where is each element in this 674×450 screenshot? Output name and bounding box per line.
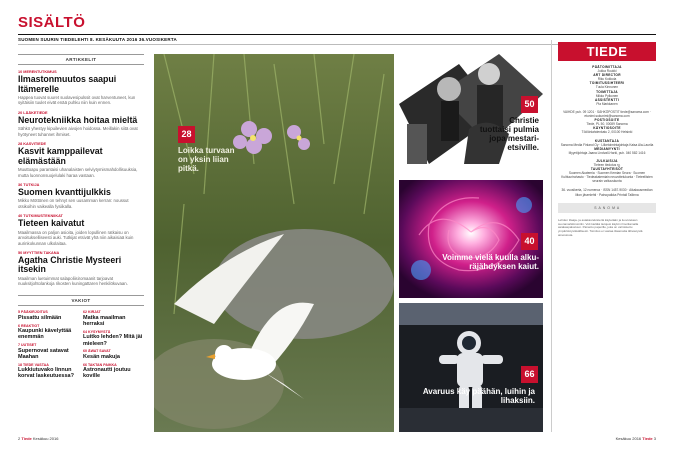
masthead-small-print: Lehden tilaaja- ja asiakasrekisteriä käytetään ja luovutetaan suoramarkkinointiin. Voit kieltää tietojesi käytön ilmoittamalla asiakaspalveluun. Painettu paperille, joka on valmistettu ympäristöystävällisesti. Toimitus ei vastaa tilaamatta lähetetystä aineistosta. [558,217,643,238]
vakiot-entry[interactable] [83,349,144,360]
vakiot-entry[interactable] [83,330,144,347]
photo-caption: Loikka turvaan on yksin liian pitkä. [178,146,235,173]
vakiot-kicker: 18 TIEDE VASTAA [18,362,49,367]
masthead-heading: KÄYNTIOSOITE [593,126,621,131]
vakiot-column-right [83,308,144,380]
masthead-text: Mikko Pylkonen [595,93,619,98]
page-title: SISÄLTÖ [18,14,86,31]
article-entry[interactable] [18,70,144,106]
article-description: Sähkö yhestyy kipuilevien aivojen hoidossa. Meillakin siitä ovat hyötyneet tuhannet ihmiset. [18,126,138,137]
masthead-heading: KUSTANTAJA [594,138,620,143]
footer-page-number: 2 [18,436,21,441]
vakiot-kicker: 60 ÄWAT SAVAT [83,349,111,354]
photo-astronaut[interactable] [399,303,543,432]
masthead-heading: PÄÄTOIMITTAJA [592,65,622,69]
masthead-text: Suomen Akatemia · Suomen Kemian Seura · Suomen Kulttuurirahasto · Tiedeakatemiain neuvottelukunta · Tieteellisten seurain valtuuskunta [561,171,653,184]
footer-brand: Tiede [642,436,653,441]
christie-illustration [399,54,543,176]
masthead-text: Tieteen tiedotus ry. [593,162,621,167]
vakiot-entry[interactable] [18,343,79,360]
masthead-heading: TOIMITUSSIHTEERI [589,81,625,86]
vakiot-entry[interactable] [83,363,144,380]
article-headline: Agatha Christie Mysteeri itsekin [18,254,122,275]
vakiot-headline: Luitko lehden? Mitä jäi mieleen? [83,334,143,347]
masthead-text: Tiede, PL 50, 00089 Sanoma [586,122,628,127]
vakiot-entry[interactable] [18,324,79,341]
vakiot-headline: Matka maailman herraksi [83,314,126,328]
sanoma-bar: S A N O M A [558,203,656,213]
header-subline: SUOMEN SUURIN TIEDELEHTI 8. KESÄKUUTA 2016 36.VUOSIKERTA [18,37,177,42]
article-headline: Kasvit kamppailevat elämästään [18,146,103,166]
vakiot-kicker: 66 TAKTAN PAIKKA [83,362,117,367]
tiede-logo: TIEDE [558,42,656,61]
vakiot-entry[interactable] [18,363,79,380]
footer-page-number: 3 [653,436,656,441]
flowers-bird-illustration [154,54,394,432]
article-kicker: 28 KASVITIEDE [18,142,47,147]
vakiot-entry[interactable] [83,310,144,327]
photo-page-number: 28 [178,126,195,143]
photo-page-number: 66 [521,366,538,383]
article-kicker: 40 TUTKIMUSTEKNIIKAT [18,214,63,219]
vakiot-column-left [18,308,79,380]
footer-left [18,436,58,441]
masthead-issn: 36. vuosikerta, 12 numeroa · ISSN 1457-9030 · Aikakausmedian liiton jäsenlehti · Painopaikka Printall Tallinna [561,188,653,197]
article-headline: Neurotekniikka hoitaa mieltä [18,114,138,125]
vakiot-kicker: 7 UUTISET [18,343,37,348]
article-description: Maailmassa on paljon asioita, joiden lopullinen ratkaisu on arvoitukselliseesti auki. Tutkijat etsivät yhä niin aikaisiaä kuin aurinkokunnan ulkolaitaa. [18,229,134,246]
vakiot-headline: Astronautti joutuu koville [83,367,131,380]
photo-page-number: 40 [521,233,538,250]
vakiot-kicker: 6 REAKTIOT [18,323,40,328]
article-kicker: 20 LÄÄKETIEDE [18,110,48,115]
article-entry[interactable] [18,214,144,246]
vakiot-list [18,308,144,380]
article-entry[interactable] [18,183,144,209]
masthead-heading: TOIMITTAJA [596,89,618,94]
masthead-text: Jukka Ruukki [597,69,617,74]
article-description: Happea tuovat suuret suolavesipulssit ovat harventuneet, kun syitäisiin tuulet eivät enää puhku niin kuin ennen. [18,95,136,106]
header-rule [18,34,656,35]
vakiot-entry[interactable] [18,310,79,321]
vakiot-kicker: 62 KIRJAT [83,310,101,315]
vakiot-kicker: 5 PÄÄKIRJOITUS [18,310,48,315]
article-entry[interactable] [18,251,144,287]
masthead-text: Sanoma Media Finland Oy · Liiketoimintajohtaja Kaisa Ala-Laurila [560,142,654,147]
footer-issue: Kesäkuu 2016 [615,436,642,441]
footer-brand: Tiede [21,436,32,441]
masthead-heading: ART DIRECTOR [593,73,621,78]
vakiot-kicker: 64 KYSYMYSTÄ [83,329,111,334]
masthead-text: Töölönlahdenkatu 2, 00100 Helsinki [581,130,633,135]
masthead-text: Pia Markkanen [596,101,618,106]
vakiot-headline: Lukkiutuvako linnun korvat laskeutuessa? [18,367,74,380]
article-kicker: 50 MYYTTIEN TAKANA [18,250,60,255]
article-description: Mikko Möttönen on tehnyt sen uusamman kerran: noussut otsikoihin vaikealla fysiikalla. [18,198,129,209]
vakiot-headline: Pissattu silmään [18,314,62,321]
masthead-heading: JULKAISIJA [596,158,618,163]
photo-caption: Avaruus käy päähän, luihin ja lihaksiin. [422,387,535,405]
footer-issue: Kesäkuu 2016 [32,436,59,441]
article-kicker: 10 MERENTUTKIMUS [18,70,57,74]
masthead-text: Tuula Kinnunen [595,85,619,90]
article-headline: Suomen kvanttijulkkis [18,186,111,197]
photo-caption: Voimme vielä kuulla alku-räjähdyksen kaiut. [442,253,539,271]
masthead-text: Myyntijohtaja Jaana Lindvall-Harki, puh. 040 582 1416 [568,150,646,155]
photo-christie[interactable] [399,54,543,176]
article-entry[interactable] [18,111,144,137]
section-label-vakiot: VAKIOT [18,295,144,306]
article-headline: Tieteen kaivatut [18,218,85,229]
masthead-contact: VAIHDE puh. 09 1201 · SÄHKÖPOSTIT tiede@sanoma.com · etunimi.sukunimi@sanoma.com [563,109,651,119]
vakiot-headline: Kaupunki kävelyttää enemmän [18,328,72,341]
vakiot-headline: Kesän makuja [83,353,120,360]
masthead-heading: ASSISTENTTI [594,97,620,102]
masthead [551,40,656,432]
section-label-artikkelit: ARTIKKELIT [18,54,144,65]
photo-caption: Christie tuottaisi pulmia jopa mestari-etsiville. [479,116,539,152]
masthead-text: Riku Kokkola [597,77,617,82]
photo-flowers-bird[interactable] [154,54,394,432]
masthead-heading: POSTIOSOITE [594,118,620,123]
footer-right [616,436,656,441]
photo-page-number: 50 [521,96,538,113]
masthead-heading: TAUSTAYHTEISÖT [590,167,624,172]
vakiot-headline: Supernovat satavat Maahan [18,347,69,360]
article-kicker: 36 TUTKIJA [18,182,40,187]
article-entry[interactable] [18,142,144,178]
contents-column [18,54,144,380]
article-description: Maailman luetuimmat salapoliisiromaanit tarjoavat nuuksitjohtolankoja rikosten kuningattaren henkilökuvaan. [18,275,128,287]
article-headline: Ilmastonmuutos saapui Itämerelle [18,74,117,94]
photo-cosmic[interactable] [399,180,543,298]
article-description: Muuttoapu parantaisi uhanalaisten selviytymismahdollisuuksia, mutta luonnonsuojelulaki haraa vastaan. [18,167,138,178]
masthead-heading: MEDIAMYYNTI [594,146,620,151]
